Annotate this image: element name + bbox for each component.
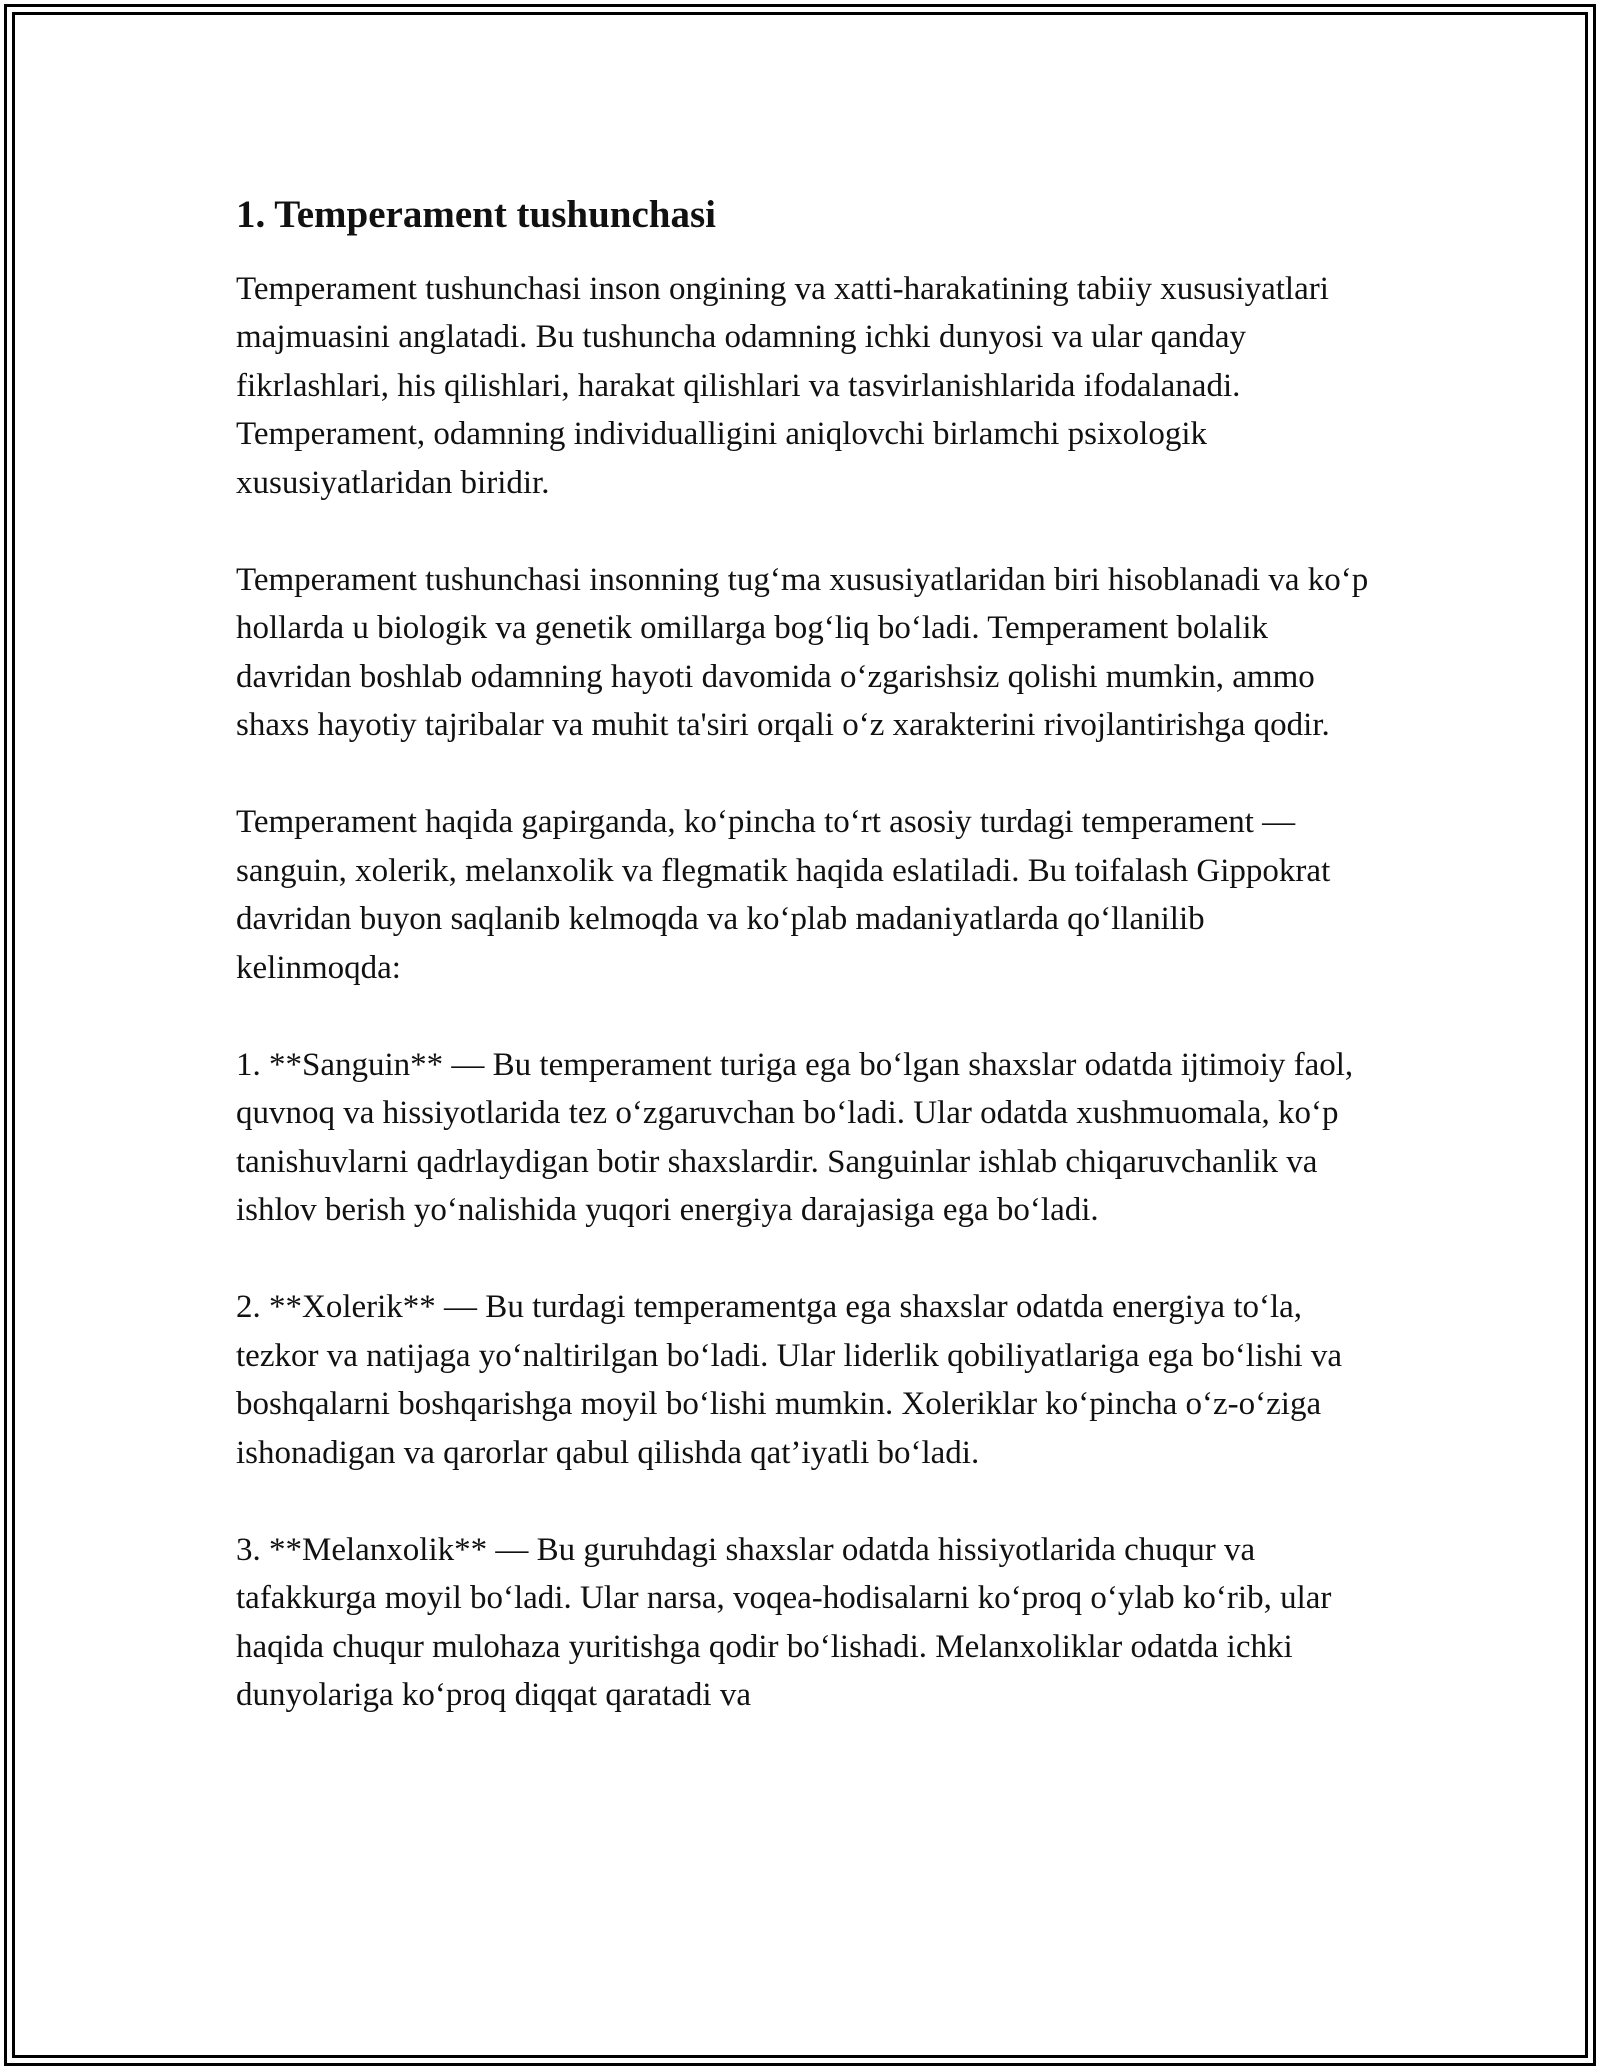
list-item-melanxolik: 3. **Melanxolik** — Bu guruhdagi shaxslar odatda hissiyotlarida chuqur va tafakkurga moyil bo‘ladi. Ular narsa, voqea-hodisalarni ko‘proq o‘ylab ko‘rib, ular haqida chuqur mulohaza yuritishga qodir bo‘lishadi. Melanxoliklar odatda ichki dunyolariga ko‘proq diqqat qaratadi va (236, 1531, 1332, 1714)
list-item-sanguin: 1. **Sanguin** — Bu temperament turiga ega bo‘lgan shaxslar odatda ijtimoiy faol, quvnoq va hissiyotlarida tez o‘zgaruvchan bo‘ladi. Ular odatda xushmuomala, ko‘p tanishuvlarni qadrlaydigan botir shaxslardir. Sanguinlar ishlab chiqaruvchanlik va ishlov berish yo‘nalishida yuqori energiya darajasiga ega bo‘ladi. (236, 1046, 1354, 1229)
document-body (236, 182, 1376, 1768)
paragraph-definition: Temperament tushunchasi inson ongining va xatti-harakatining tabiiy xususiyatlari majmuasini anglatadi. Bu tushuncha odamning ichki dunyosi va ular qanday fikrlashlari, his qilishlari, harakat qilishlari va tasvirlanishlarida ifodalanadi. Temperament, odamning individualligini aniqlovchi birlamchi psixologik xususiyatlaridan biridir. (236, 270, 1329, 501)
paragraph-innate-nature: Temperament tushunchasi insonning tug‘ma xususiyatlaridan biri hisoblanadi va ko‘p hollarda u biologik va genetik omillarga bog‘liq bo‘ladi. Temperament bolalik davridan boshlab odamning hayoti davomida o‘zgarishsiz qolishi mumkin, ammo shaxs hayotiy tajribalar va muhit ta'siri orqali o‘z xarakterini rivojlantirishga qodir. (236, 561, 1369, 744)
section-heading: 1. Temperament tushunchasi (236, 193, 716, 236)
list-item-xolerik: 2. **Xolerik** — Bu turdagi temperamentga ega shaxslar odatda energiya to‘la, tezkor va natijaga yo‘naltirilgan bo‘ladi. Ular liderlik qobiliyatlariga ega bo‘lishi va boshqalarni boshqarishga moyil bo‘lishi mumkin. Xoleriklar ko‘pincha o‘z-o‘ziga ishonadigan va qarorlar qabul qilishda qat’iyatli bo‘ladi. (236, 1289, 1343, 1471)
paragraph-four-types: Temperament haqida gapirganda, ko‘pincha to‘rt asosiy turdagi temperament — sanguin, xolerik, melanxolik va flegmatik haqida eslatiladi. Bu toifalash Gippokrat davridan buyon saqlanib kelmoqda va ko‘plab madaniyatlarda qo‘llanilib kelinmoqda: (236, 804, 1331, 986)
